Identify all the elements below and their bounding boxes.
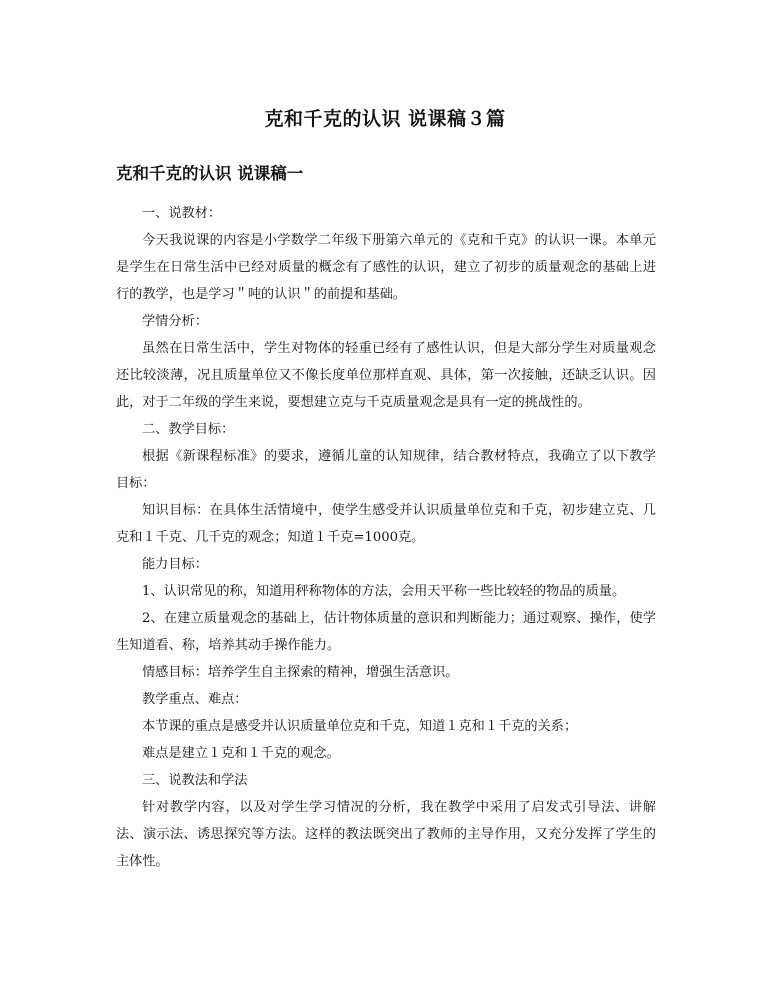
paragraph: 本节课的重点是感受并认识质量单位克和千克，知道１克和１千克的关系； — [142, 719, 578, 734]
paragraph: 一、说教材： — [142, 206, 222, 221]
paragraph: 2、在建立质量观念的基础上，估计物体质量的意识和判断能力；通过观察、操作，使学生知道看、称，培养其动手操作能力。 — [116, 611, 656, 653]
paragraph: 三、说教法和学法 — [142, 773, 248, 788]
document-title: 克和千克的认识 说课稿３篇 — [264, 108, 506, 130]
paragraph: 教学重点、难点： — [142, 692, 248, 707]
paragraph: 能力目标： — [142, 557, 208, 572]
paragraph: 二、教学目标： — [142, 422, 235, 437]
section-heading: 克和千克的认识 说课稿一 — [116, 164, 304, 183]
paragraph: 虽然在日常生活中，学生对物体的轻重已经有了感性认识，但是大部分学生对质量观念还比较淡薄，况且质量单位又不像长度单位那样直观、具体，第一次接触，还缺乏认识。因此，对于二年级的学生来说，要想建立克与千克质量观念是具有一定的挑战性的。 — [116, 341, 656, 410]
paragraph: 知识目标：在具体生活情境中，使学生感受并认识质量单位克和千克，初步建立克、几克和１千克、几千克的观念；知道１千克=1000克。 — [116, 503, 656, 545]
paragraph: 学情分析： — [142, 314, 208, 329]
paragraph: 根据《新课程标准》的要求，遵循儿童的认知规律，结合教材特点，我确立了以下教学目标： — [116, 449, 656, 491]
paragraph: 情感目标：培养学生自主探索的精神，增强生活意识。 — [142, 665, 459, 680]
document-body — [116, 200, 656, 875]
paragraph: 针对教学内容，以及对学生学习情况的分析，我在教学中采用了启发式引导法、讲解法、演示法、诱思探究等方法。这样的教法既突出了教师的主导作用，又充分发挥了学生的主体性。 — [116, 800, 656, 869]
paragraph: 难点是建立１克和１千克的观念。 — [142, 746, 340, 761]
paragraph: 1、认识常见的称，知道用秤称物体的方法，会用天平称一些比较轻的物品的质量。 — [142, 584, 626, 599]
paragraph: 今天我说课的内容是小学数学二年级下册第六单元的《克和千克》的认识一课。本单元是学生在日常生活中已经对质量的概念有了感性的认识，建立了初步的质量观念的基础上进行的教学，也是学习＂吨的认识＂的前提和基础。 — [116, 233, 656, 302]
